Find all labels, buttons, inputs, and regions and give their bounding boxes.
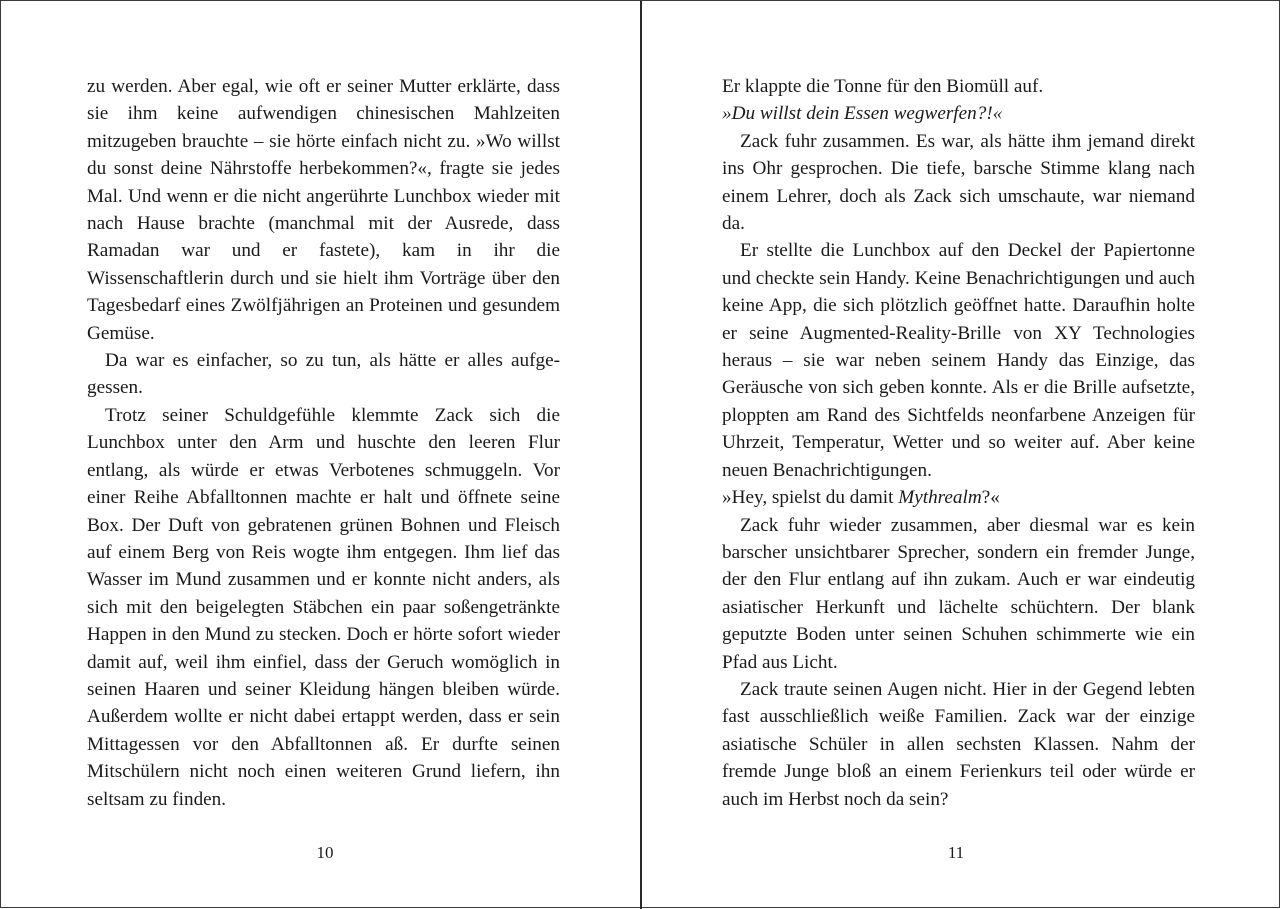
left-paragraph-3: Trotz seiner Schuldgefühle klemmte Zack sich die Lunchbox unter den Arm und huschte den leeren Flur entlang, als würde er etwas Verbotenes schmuggeln. Vor einer Reihe Abfalltonnen machte er halt und öffnete seine Box. Der Duft von gebratenen grünen Bohnen und Fleisch auf einem Berg von Reis wogte ihm entgegen. Ihm lief das Wasser im Mund zusammen und er konnte nicht anders, als sich mit den beigelegten Stäbchen ein paar soßengetränkte Happen in den Mund zu stecken. Doch er hörte sofort wieder damit auf, weil ihm einfiel, dass der Geruch womöglich in seinen Haaren und seiner Kleidung hängen bleiben würde. Außerdem wollte er nicht dabei ertappt werden, dass er sein Mittagessen vor den Abfalltonnen aß. Er durfte seinen Mitschülern nicht noch einen weiteren Grund liefern, ihn seltsam zu finden. <box>87 404 560 810</box>
right-page-number: 11 <box>947 843 965 862</box>
right-paragraph-6: Zack fuhr wieder zusammen, aber diesmal war es kein barscher unsichtbarer Sprecher, sondern ein fremder Junge, der den Flur entlang auf ihn zukam. Auch er war eindeutig asiatischer Herkunft und lächelte schüchtern. Der blank geputzte Boden unter seinen Schuhen schimmerte wie ein Pfad aus Licht. <box>722 514 1195 673</box>
right-paragraph-2-speech: »Du willst dein Essen wegwerfen?!« <box>722 103 1003 125</box>
speech-text-end: ?« <box>981 487 1000 509</box>
left-paragraph-1: zu werden. Aber egal, wie oft er seiner Mutter erklärte, dass sie ihm keine aufwendigen chinesischen Mahlzeiten mitzugeben brauchte – sie hörte einfach nicht zu. »Wo willst du sonst deine Nährstoffe herbekommen?«, fragte sie jedes Mal. Und wenn er die nicht angerührte Lunchbox wieder mit nach Hause brachte (manchmal mit der Ausrede, dass Ramadan war und er fastete), kam in ihr die Wissenschaftlerin durch und sie hielt ihm Vorträge über den Tagesbedarf eines Zwölfjährigen an Proteinen und gesundem Gemüse. <box>87 76 560 344</box>
right-paragraph-7: Zack traute seinen Augen nicht. Hier in der Gegend lebten fast ausschließlich weiße Familien. Zack war der einzige asiatische Schüler in allen sechsten Klassen. Nahm der fremde Junge bloß an einem Ferienkurs teil oder würde er auch im Herbst noch da sein? <box>722 678 1195 810</box>
right-page-text <box>722 73 1195 813</box>
speech-text: »Hey, spielst du damit <box>722 487 899 509</box>
book-spine-divider <box>640 1 642 909</box>
game-title-mythrealm: Mythrealm <box>898 487 982 509</box>
left-page-text <box>87 73 560 813</box>
left-page-number: 10 <box>316 843 334 862</box>
right-paragraph-5-speech <box>722 484 1195 511</box>
right-paragraph-3: Zack fuhr zusammen. Es war, als hätte ihm jemand direkt ins Ohr gesprochen. Die tiefe, barsche Stimme klang nach einem Lehrer, doch als Zack sich umschaute, war niemand da. <box>722 130 1195 235</box>
right-paragraph-1: Er klappte die Tonne für den Biomüll auf. <box>722 76 1044 97</box>
left-paragraph-2: Da war es einfacher, so zu tun, als hätte er alles aufgegessen. <box>87 350 560 399</box>
right-paragraph-4: Er stellte die Lunchbox auf den Deckel der Papiertonne und checkte sein Handy. Keine Benachrichtigungen und auch keine App, die sich plötzlich geöffnet hatte. Daraufhin holte er seine Augmented-Reality-Brille von XY Technologies heraus – sie war neben seinem Handy das Einzige, das Geräusche von sich geben konnte. Als er die Brille aufsetzte, ploppten am Rand des Sichtfelds neonfarbene Anzeigen für Uhrzeit, Temperatur, Wetter und so weiter auf. Aber keine neuen Benachrichtigungen. <box>722 240 1195 481</box>
